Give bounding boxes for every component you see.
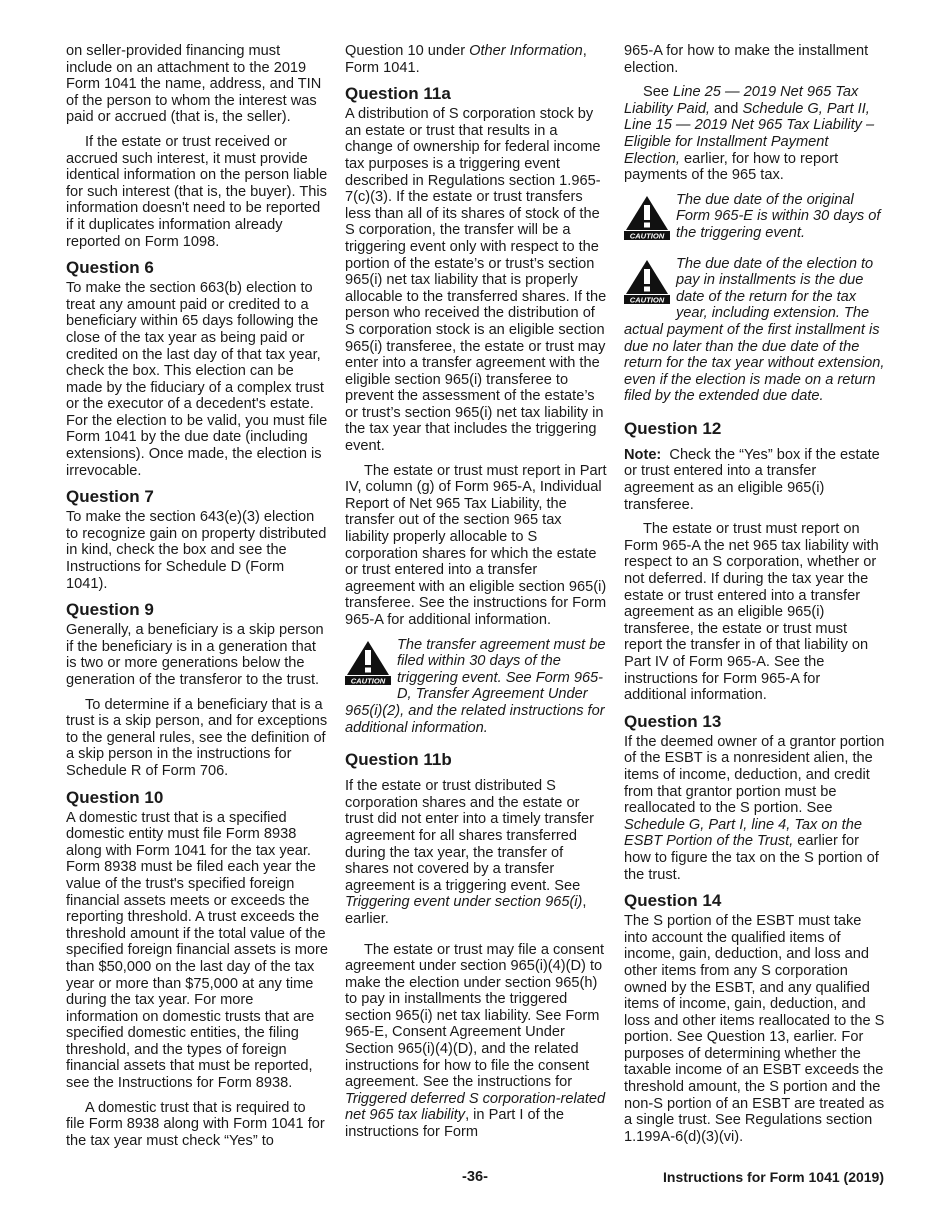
question-14-heading: Question 14: [624, 891, 722, 911]
paragraph: A distribution of S corporation stock by an estate or trust that results in a change of ownership for federal income tax purposes is a triggering event described in Regulations section 1.965-7(c)(3). If the estate or trust transfers less than all of its shares of stock of the S corporation, the transfer will be a triggering event only with respect to the portion of the estate’s or trust’s section 965(i) net tax liability that is properly allocable to the transferred shares. If the person who received the distribution of S corporation stock is an eligible section 965(i) transferee, the estate or trust may enter into a transfer agreement with the eligible section 965(i) transferee to prevent the assessment of the estate’s or trust’s section 965(i) net tax liability in the tax year that includes the triggering event.: [345, 106, 607, 455]
question-11a-heading: Question 11a: [345, 84, 451, 104]
paragraph: To make the section 663(b) election to treat any amount paid or credited to a beneficiary within 65 days following the close of the tax year as being paid or credited on the last day of that tax year, check the box. This election can be made by the fiduciary of a complex trust or the executor of a decedent's estate. For the election to be valid, you must file Form 1041 by the due date (including extensions). Once made, the election is irrevocable.: [66, 280, 328, 479]
question-6-heading: Question 6: [66, 258, 154, 278]
question-10-heading: Question 10: [66, 787, 164, 807]
text-run: Triggering event under section 965(i): [345, 894, 583, 911]
caution-note: [624, 192, 886, 242]
page-number: -36-: [462, 1169, 488, 1185]
paragraph: [345, 778, 607, 927]
question-9-heading: Question 9: [66, 600, 154, 620]
paragraph: 965-A for how to make the installment election.: [624, 43, 869, 76]
caution-icon: [624, 194, 670, 240]
text-run: , in Part I of the instructions for Form: [345, 1107, 565, 1141]
column-2: [345, 43, 607, 1149]
text-run: The estate or trust may file a consent agreement under section 965(i)(4)(D) to make the election under section 965(h) to pay in installments the triggered section 965(i) net tax liability. See Form 965-E, Consent Agreement Under Section 965(i)(4)(D), and the related instructions for how to file the consent agreement. See the instructions for: [345, 941, 605, 1091]
caution-label: CAUTION: [629, 231, 665, 240]
question-12-heading: Question 12: [624, 418, 722, 438]
paragraph: [345, 942, 607, 1141]
paragraph: The S portion of the ESBT must take into account the qualified items of income, gain, deduction, and loss and other items from any S corporation owned by the ESBT, and any qualified items of income, gain, deduction, and loss and other items reallocated to the S portion. See Question 13, earlier. For purposes of determining whether the taxable income of an ESBT exceeds the threshold amount, the S portion and the non-S portion of an ESBT are treated as a single trust. See Regulations section 1.199A-6(d)(3)(vi).: [624, 913, 885, 1145]
column-3: [624, 43, 886, 1153]
caution-icon: [624, 258, 670, 304]
paragraph: [624, 84, 886, 184]
paragraph: [345, 43, 607, 76]
paragraph: If the estate or trust received or accrued such interest, it must provide identical information on the person liable for such interest (that is, the buyer). This information doesn't need to be reported if it duplicates information already reported on Form 1098.: [66, 133, 328, 250]
caution-text: The due date of the election to pay in installments is the due date of the return for the tax year, including extension. The actual payment of the first installment is due no later than the due date of the return for the tax year without extension, even if the election is made on a return filed by the extended due date.: [624, 255, 885, 405]
question-13-heading: Question 13: [624, 711, 722, 731]
text-run: Schedule G, Part II, Line 15 — 2019 Net 965 Tax Liability – Eligible for Installment Payment Election,: [624, 100, 875, 167]
caution-note: [345, 637, 607, 737]
text-run: See: [643, 84, 674, 101]
text-run: Line 25 — 2019 Net 965 Tax Liability Paid,: [624, 84, 859, 117]
text-run: Schedule G, Part I, line 4, Tax on the ESBT Portion of the Trust,: [624, 816, 862, 850]
paragraph: A domestic trust that is a specified domestic entity must file Form 8938 along with Form 1041 for the tax year. Form 8938 must be filed each year the value of the trust's specified foreign financial assets meets or exceeds the reporting threshold. A trust exceeds the threshold amount if the total value of the specified foreign financial assets is more than $50,000 on the last day of the tax year or more than $75,000 at any time during the tax year. For more information on domestic trusts that are specified domestic entities, the filing threshold, and the types of foreign financial assets that must be reported, see the Instructions for Form 8938.: [66, 809, 329, 1092]
text-run: Question 10 under: [345, 43, 470, 59]
document-title: Instructions for Form 1041 (2019): [663, 1169, 884, 1185]
text-run: and: [710, 100, 743, 117]
caution-note: [624, 256, 886, 405]
column-1: [66, 43, 328, 1157]
paragraph: To determine if a beneficiary that is a trust is a skip person, and for exceptions to the general rules, see the definition of a skip person in the instructions for Schedule R of Form 706.: [66, 696, 328, 779]
caution-label: CAUTION: [629, 295, 665, 304]
text-run: earlier for how to figure the tax on the S portion of the trust.: [624, 833, 879, 883]
paragraph: Generally, a beneficiary is a skip person if the beneficiary is in a generation that is two or more generations below the generation of the transferor to the trust.: [66, 622, 324, 688]
text-run: Check the “Yes” box if the estate or trust entered into a transfer agreement as an eligible 965(i) transferee.: [624, 446, 880, 513]
paragraph: [624, 734, 886, 883]
text-run: , earlier.: [345, 894, 587, 927]
question-11b-heading: Question 11b: [345, 750, 452, 770]
paragraph: on seller-provided financing must include on an attachment to the 2019 Form 1041 the name, address, and TIN of the person to whom the interest was paid or accrued (that is, the seller).: [66, 43, 322, 126]
paragraph: [624, 447, 886, 513]
question-7-heading: Question 7: [66, 487, 154, 507]
paragraph: A domestic trust that is required to file Form 8938 along with Form 1041 for the tax year must check “Yes” to: [66, 1099, 325, 1149]
caution-label: CAUTION: [350, 676, 386, 685]
note-label: Note:: [624, 446, 662, 463]
text-run: Triggered deferred S corporation-related net 965 tax liability: [345, 1090, 606, 1124]
paragraph: The estate or trust must report in Part IV, column (g) of Form 965-A, Individual Report of Net 965 Tax Liability, the transfer out of the section 965 tax liability properly allocable to S corporation shares for which the estate or trust entered into a transfer agreement with an eligible section 965(i) transferee. See the instructions for Form 965-A for additional information.: [345, 462, 607, 628]
text-run: If the deemed owner of a grantor portion of the ESBT is a nonresident alien, the items of income, deduction, and credit from that grantor portion must be reallocated to the S portion. See: [624, 733, 885, 817]
paragraph: The estate or trust must report on Form 965-A the net 965 tax liability with respect to an S corporation, whether or not deferred. If during the tax year the estate or trust entered into a transfer agreement as an eligible 965(i) transferee, the estate or trust must report the transfer in of that liability on Part IV of Form 965-A. See the instructions for Form 965-A for additional information.: [624, 521, 879, 704]
text-run: If the estate or trust distributed S corporation shares and the estate or trust did not enter into a timely transfer agreement for all shares transferred during the tax year, the transfer of shares not covered by a transfer agreement is a triggering event. See: [345, 778, 595, 894]
text-run: Other Information: [469, 43, 583, 59]
caution-text: The due date of the original Form 965-E is within 30 days of the triggering event.: [676, 191, 881, 241]
paragraph: To make the section 643(e)(3) election to recognize gain on property distributed in kind, check the box and see the Instructions for Schedule D (Form 1041).: [66, 509, 327, 592]
text-run: earlier, for how to report payments of the 965 tax.: [624, 150, 839, 184]
text-run: , Form 1041.: [345, 43, 587, 76]
caution-text: The transfer agreement must be filed within 30 days of the triggering event. See Form 965-D, Transfer Agreement Under 965(i)(2), and the related instructions for additional information.: [345, 636, 606, 736]
caution-icon: [345, 639, 391, 685]
